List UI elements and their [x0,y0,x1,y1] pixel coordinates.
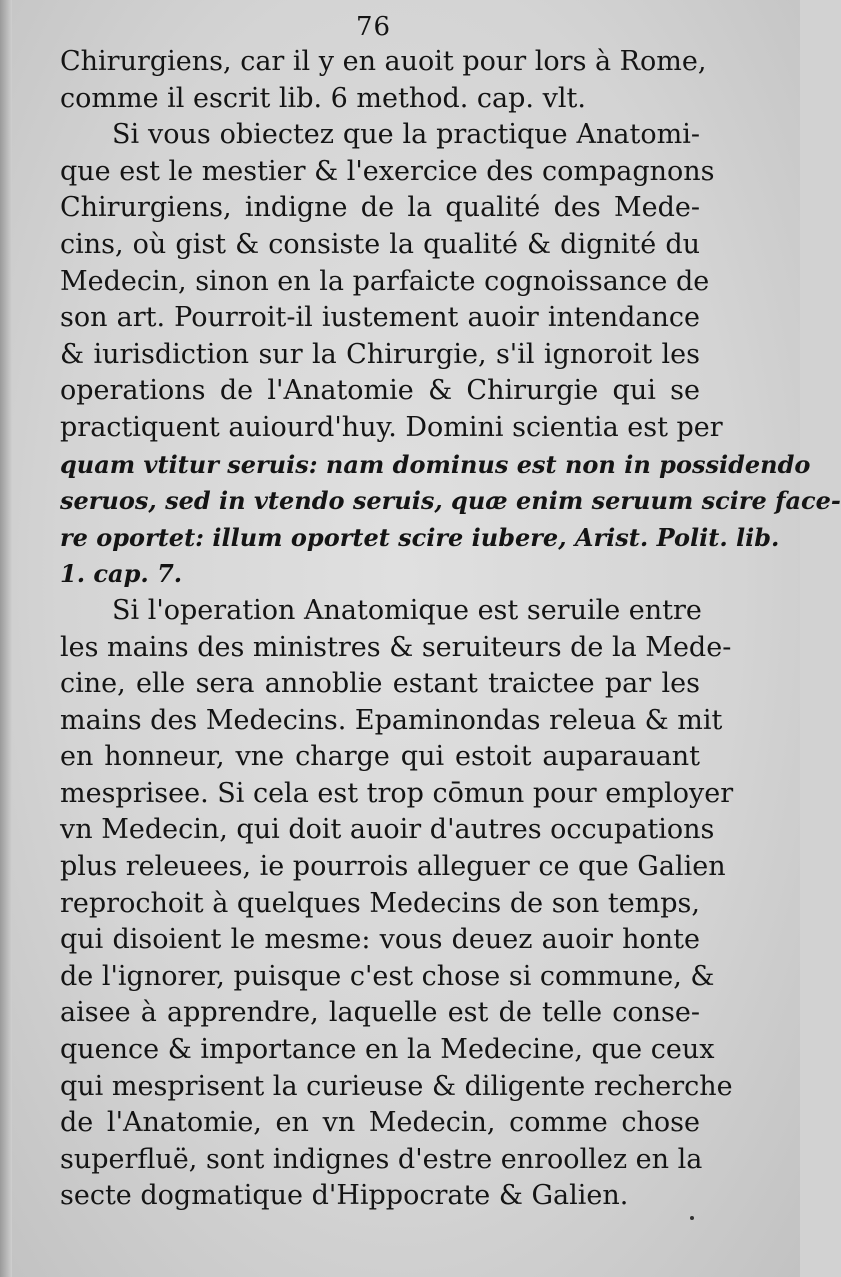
text-line: Chirurgiens, car il y en auoit pour lors à Rome, [60,46,707,77]
text-line: seruos, sed in vtendo seruis, quæ enim seruum scire face- [60,486,841,516]
text-line: de l'ignorer, puisque c'est chose si commune, & [60,960,715,992]
text-line: mesprisee. Si cela est trop cōmun pour employer [60,777,734,809]
text-line: son art. Pourroit-il iustement auoir intendance [60,302,700,334]
text-line: & iurisdiction sur la Chirurgie, s'il ignoroit les [60,338,700,370]
page-gutter-shadow [0,0,12,1277]
ink-speck [690,1216,694,1220]
text-line: en honneur, vne charge qui estoit auparauant [60,741,700,773]
text-line: comme il escrit lib. 6 method. cap. vlt. [60,82,586,114]
text-line: Si vous obiectez que la practique Anatomi- [112,119,700,151]
text-line: quam vtitur seruis: nam dominus est non in possidendo [60,449,811,479]
text-line: reprochoit à quelques Medecins de son temps, [60,887,700,919]
text-line: qui disoient le mesme: vous deuez auoir honte [60,924,700,956]
text-line: que est le mestier & l'exercice des compagnons [60,155,715,187]
text-line: superfluë, sont indignes d'estre enroollez en la [60,1143,703,1175]
text-line: practiquent auiourd'huy. Domini scientia est per [60,411,723,443]
text-line: 1. cap. 7. [60,559,183,589]
text-line: aisee à apprendre, laquelle est de telle conse- [60,997,700,1029]
text-line: Si l'operation Anatomique est seruile entre [112,594,702,626]
page-number: 76 [356,12,392,42]
text-line: les mains des ministres & seruiteurs de la Mede- [60,631,732,663]
text-line: vn Medecin, qui doit auoir d'autres occupations [60,814,715,846]
text-line: Chirurgiens, indigne de la qualité des Mede- [60,192,700,224]
text-line: Medecin, sinon en la parfaicte cognoissance de [60,265,710,297]
text-line: cine, elle sera annoblie estant traictee par les [60,668,700,700]
text-line: de l'Anatomie, en vn Medecin, comme chose [60,1107,700,1139]
text-line: plus releuees, ie pourrois alleguer ce que Galien [60,851,726,883]
text-line: re oportet: illum oportet scire iubere, Arist. Polit. lib. [60,522,780,552]
text-line: mains des Medecins. Epaminondas releua & mit [60,704,723,736]
text-line: quence & importance en la Medecine, que ceux [60,1034,715,1066]
text-line: operations de l'Anatomie & Chirurgie qui se [60,375,700,407]
text-line: cins, où gist & consiste la qualité & dignité du [60,228,700,260]
text-line: qui mesprisent la curieuse & diligente recherche [60,1070,733,1102]
body-text [60,44,841,1215]
text-line: secte dogmatique d'Hippocrate & Galien. [60,1180,629,1212]
